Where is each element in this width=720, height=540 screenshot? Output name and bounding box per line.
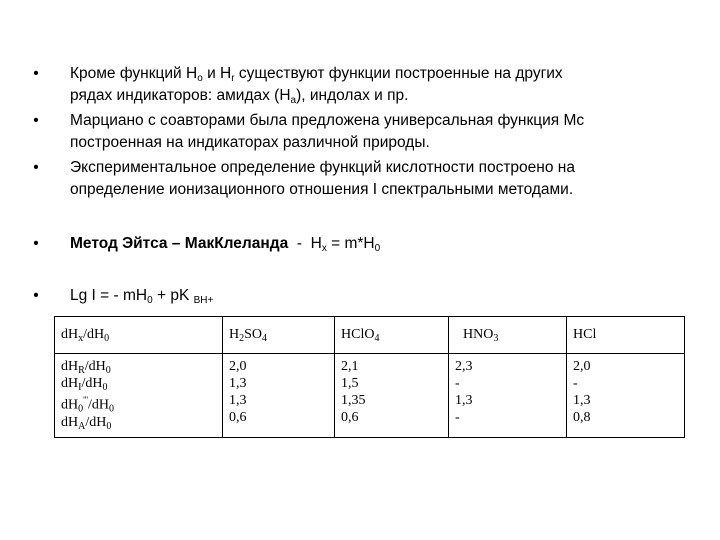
text: и H	[202, 65, 232, 82]
subscript: r	[231, 73, 235, 84]
text: ), индолах и пр.	[296, 87, 409, 104]
bullet-dot: •	[33, 65, 39, 82]
text: Lg I = - mH	[70, 287, 148, 304]
text: + pK	[152, 287, 194, 304]
header-cell: HCl	[567, 317, 685, 354]
text: существуют функции построенные на других	[234, 65, 563, 82]
bullet-dot: •	[33, 112, 39, 129]
subscript: 0	[374, 243, 381, 254]
header-cell: $HNO_3$	[449, 317, 567, 354]
subscript: a	[290, 95, 297, 106]
header-cell: HClO$_4$	[335, 317, 449, 354]
text: = m*H	[326, 235, 375, 252]
bullet-text	[70, 157, 690, 201]
h2so4-values-cell: 2,0 1,3 1,3 0,6	[223, 354, 335, 438]
subscript: o	[197, 73, 203, 84]
bullet-text	[70, 233, 690, 255]
hno3-values-cell: 2,3 - 1,3 -	[449, 354, 567, 438]
header-cell: $dH_x/dH_0$	[55, 317, 223, 354]
text: Экспериментальное определение функций кислотности построено на	[70, 159, 575, 176]
text: Кроме функций H	[70, 65, 198, 82]
table-header-row	[55, 317, 685, 354]
text: построенная на индикаторах различной природы.	[70, 134, 430, 151]
subscript: 0	[147, 295, 153, 306]
hcl-values-cell: 2,0 - 1,3 0,8	[567, 354, 685, 438]
data-table	[54, 316, 685, 438]
text: - H	[288, 235, 322, 252]
hclo4-values-cell: 2,1 1,5 1,35 0,6	[335, 354, 449, 438]
header-cell: $H_2SO_4$	[223, 317, 335, 354]
method-name: Метод Эйтса – МакКлеланда	[70, 235, 289, 252]
bullet-text	[70, 285, 690, 307]
subscript: x	[321, 243, 327, 254]
subscript: BH+	[193, 295, 214, 306]
text: Марциано с соавторами была предложена универсальная функция Mc	[70, 112, 585, 129]
text: определение ионизационного отношения I спектральными методами.	[70, 181, 574, 198]
bullet-text	[70, 110, 690, 154]
bullet-dot: •	[33, 287, 39, 304]
bullet-text	[70, 63, 690, 107]
table-row	[55, 354, 685, 438]
text: рядах индикаторов: амидах (H	[70, 87, 291, 104]
bullet-dot: •	[33, 159, 39, 176]
bullet-dot: •	[33, 235, 39, 252]
row-labels-cell: $dH_R/dH_0$ $dH_I/dH_0$ $dH_0'''/dH_0$ $dH_A/dH_0$	[55, 354, 223, 438]
